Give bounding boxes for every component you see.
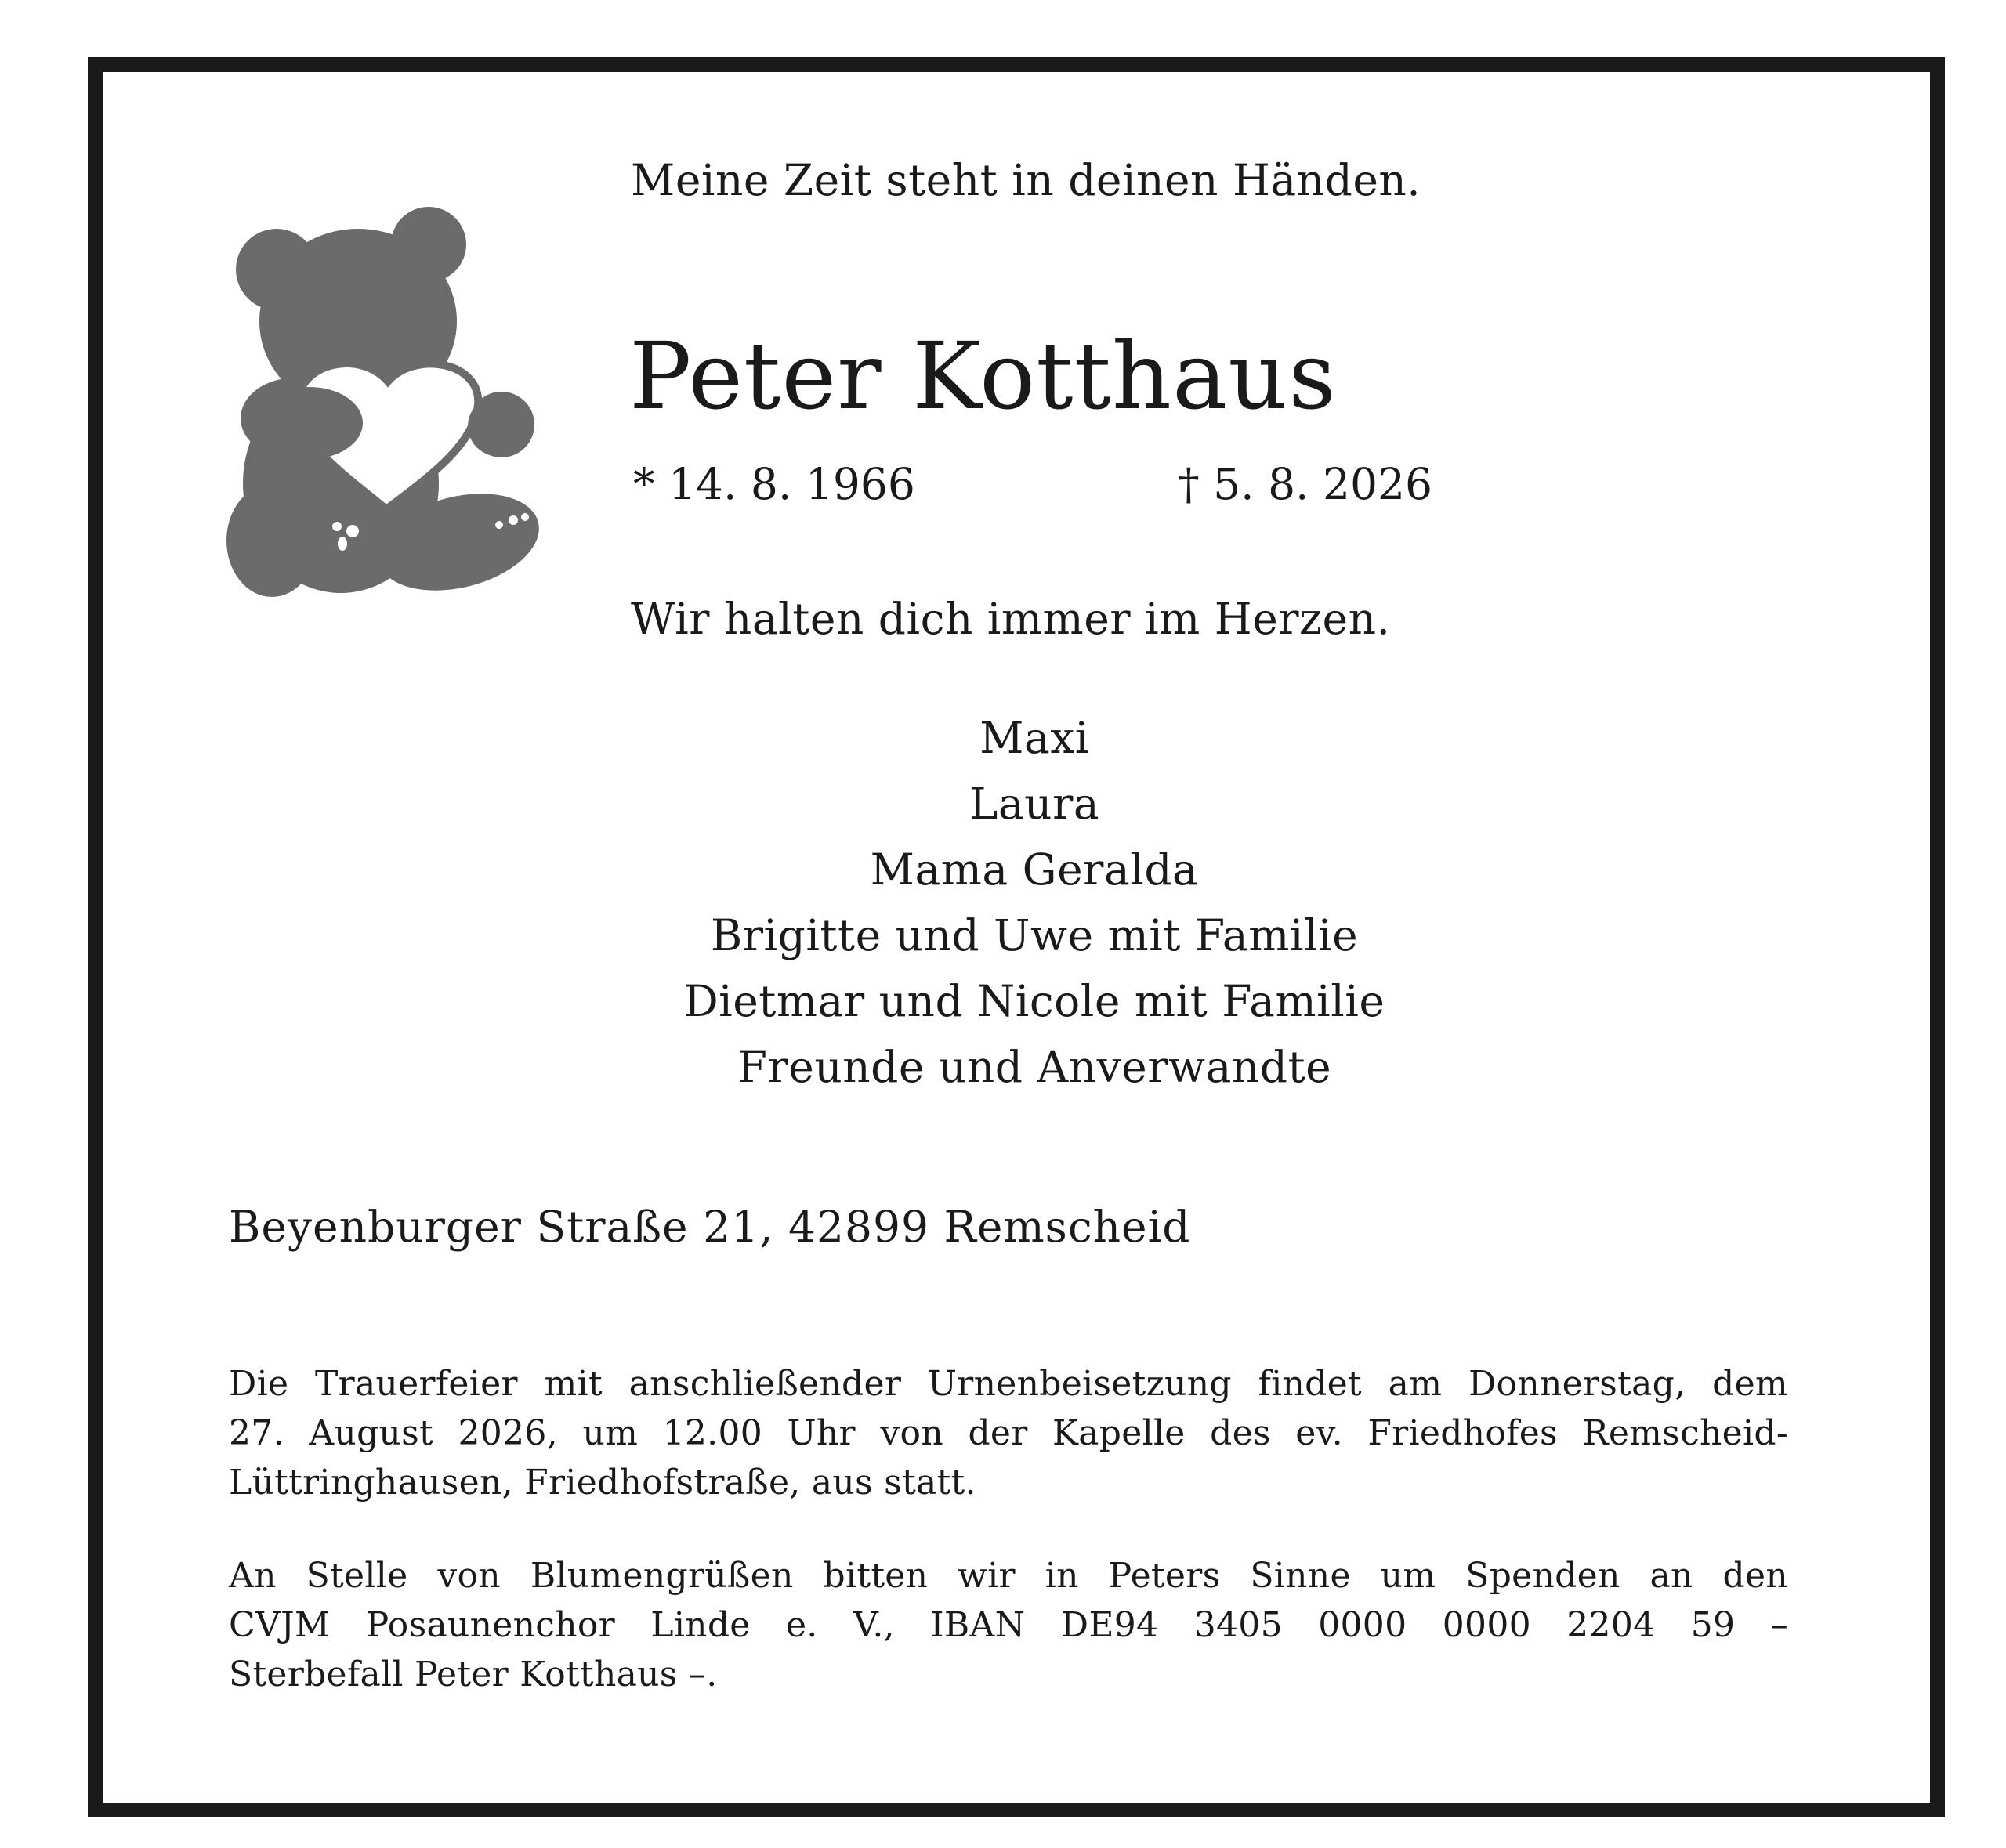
mourner-name: Freunde und Anverwandte — [737, 1042, 1332, 1092]
funeral-info-line: 27. August 2026, um 12.00 Uhr von der Kapelle des ev. Friedhofes Remscheid- — [229, 1413, 1788, 1453]
mourner-name: Brigitte und Uwe mit Familie — [710, 910, 1359, 960]
birth-date: * 14. 8. 1966 — [633, 459, 915, 509]
mourner-name: Mama Geralda — [870, 844, 1199, 895]
obituary-motto: Meine Zeit steht in deinen Händen. — [631, 155, 1421, 205]
teddy-bear-with-heart-icon — [223, 205, 552, 603]
mourner-name: Maxi — [979, 713, 1089, 763]
donation-info-line: An Stelle von Blumengrüßen bitten wir in Peters Sinne um Spenden an den — [229, 1556, 1788, 1596]
funeral-info-line: Lüttringhausen, Friedhofstraße, aus statt. — [229, 1463, 976, 1503]
mourners-list — [564, 705, 1504, 1100]
funeral-info — [229, 1359, 1788, 1507]
death-date: † 5. 8. 2026 — [1178, 459, 1432, 509]
mourner-name: Dietmar und Nicole mit Familie — [683, 976, 1385, 1026]
remembrance-line: Wir halten dich immer im Herzen. — [631, 594, 1391, 644]
donation-info-line: Sterbefall Peter Kotthaus –. — [229, 1655, 718, 1694]
family-address: Beyenburger Straße 21, 42899 Remscheid — [229, 1202, 1191, 1252]
funeral-info-line: Die Trauerfeier mit anschließender Urnenbeisetzung findet am Donnerstag, dem — [229, 1364, 1788, 1404]
mourner-name: Laura — [969, 779, 1100, 829]
donation-info-line: CVJM Posaunenchor Linde e. V., IBAN DE94 3405 0000 0000 2204 59 – — [229, 1605, 1788, 1645]
deceased-name: Peter Kotthaus — [629, 322, 1337, 430]
donation-info — [229, 1551, 1788, 1699]
